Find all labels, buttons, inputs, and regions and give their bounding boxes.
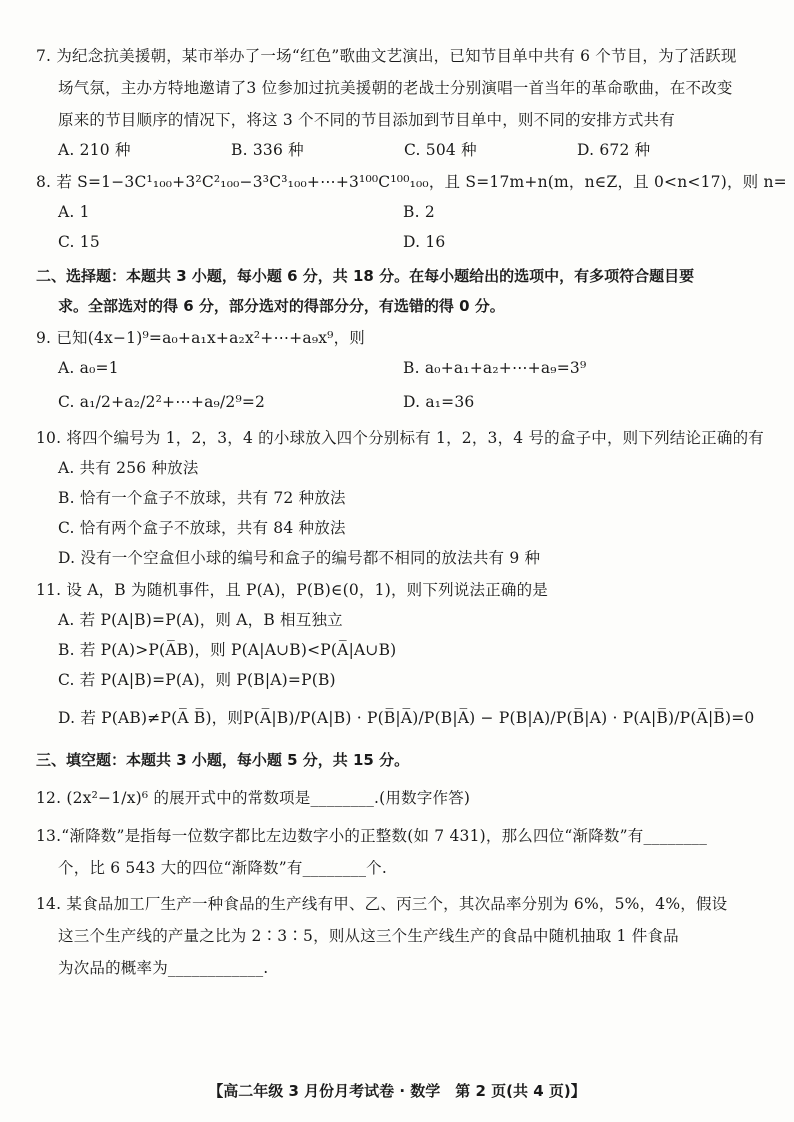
question-9: [36, 328, 764, 412]
q8-option-b: B. 2: [403, 203, 435, 221]
q9-stem: 9. 已知(4x−1)⁹=a₀+a₁x+a₂x²+⋯+a₉x⁹，则: [36, 329, 365, 347]
q13-line-2: 个，比 6 543 大的四位“渐降数”有________个.: [58, 859, 388, 877]
q8-option-a: A. 1: [58, 203, 90, 221]
q8-option-d: D. 16: [403, 233, 446, 251]
exam-page: [36, 46, 787, 978]
q9-option-c: C. a₁/2+a₂/2²+⋯+a₉/2⁹=2: [58, 393, 266, 411]
q11-option-c: C. 若 P(A|B)=P(A)，则 P(B|A)=P(B): [58, 671, 336, 689]
q9-option-d: D. a₁=36: [403, 393, 475, 411]
question-13: [36, 826, 764, 878]
q12-stem: 12. (2x²−1/x)⁶ 的展开式中的常数项是________.(用数字作答): [36, 789, 471, 807]
q7-option-d: D. 672 种: [577, 141, 651, 159]
q9-option-a: A. a₀=1: [58, 359, 119, 377]
page-footer: 【高二年级 3 月份月考试卷 · 数学 第 2 页(共 4 页)】: [208, 1082, 586, 1100]
q10-option-c: C. 恰有两个盒子不放球，共有 84 种放法: [58, 519, 346, 537]
q10-option-b: B. 恰有一个盒子不放球，共有 72 种放法: [58, 489, 346, 507]
q7-option-b: B. 336 种: [231, 141, 304, 159]
q11-option-a: A. 若 P(A|B)=P(A)，则 A，B 相互独立: [58, 611, 343, 629]
q14-line-3: 为次品的概率为____________.: [58, 959, 269, 977]
q13-line-1: 13.“渐降数”是指每一位数字都比左边数字小的正整数(如 7 431)，那么四位“渐降数”有________: [36, 827, 708, 845]
q8-stem: 8. 若 S=1−3C¹₁₀₀+3²C²₁₀₀−3³C³₁₀₀+⋯+3¹⁰⁰C¹⁰⁰₁₀₀，且 S=17m+n(m，n∈Z，且 0<n<17)，则 n=: [36, 173, 787, 191]
question-12: [36, 788, 764, 808]
section-3-header: 三、填空题：本题共 3 小题，每小题 5 分，共 15 分。: [36, 751, 410, 769]
q11-option-b: B. 若 P(A)>P(A̅B)，则 P(A|A∪B)<P(A̅|A∪B): [58, 641, 397, 659]
question-10: [36, 428, 764, 568]
q9-option-b: B. a₀+a₁+a₂+⋯+a₉=3⁹: [403, 359, 587, 377]
section-2-line-1: 二、选择题：本题共 3 小题，每小题 6 分，共 18 分。在每小题给出的选项中，有多项符合题目要: [36, 267, 695, 285]
q14-line-1: 14. 某食品加工厂生产一种食品的生产线有甲、乙、丙三个，其次品率分别为 6%，5%，4%，假设: [36, 895, 728, 913]
q10-option-a: A. 共有 256 种放法: [58, 459, 199, 477]
q8-option-c: C. 15: [58, 233, 100, 251]
q7-line-2: 场气氛，主办方特地邀请了3 位参加过抗美援朝的老战士分别演唱一首当年的革命歌曲，在不改变: [58, 79, 733, 97]
q7-option-c: C. 504 种: [404, 141, 477, 159]
q7-line-3: 原来的节目顺序的情况下，将这 3 个不同的节目添加到节目单中，则不同的安排方式共有: [58, 111, 675, 129]
q10-option-d: D. 没有一个空盒但小球的编号和盒子的编号都不相同的放法共有 9 种: [58, 549, 541, 567]
q14-line-2: 这三个生产线的产量之比为 2∶3∶5，则从这三个生产线生产的食品中随机抽取 1 件食品: [58, 927, 679, 945]
question-14: [36, 894, 764, 978]
q11-option-d: D. 若 P(AB)≠P(A̅ B̅)，则P(A̅|B)/P(A|B) · P(B̅|A̅)/P(B|A̅) − P(B|A)/P(B̅|A) · P(A|B̅)/P(A̅|B̅)=0: [58, 709, 755, 727]
q11-stem: 11. 设 A，B 为随机事件，且 P(A)，P(B)∈(0，1)，则下列说法正确的是: [36, 581, 548, 599]
question-7: [36, 46, 764, 160]
question-8: [36, 172, 787, 252]
q7-option-a: A. 210 种: [58, 141, 131, 159]
section-2-header: [36, 266, 764, 316]
q7-line-1: 7. 为纪念抗美援朝，某市举办了一场“红色”歌曲文艺演出，已知节目单中共有 6 个节目，为了活跃现: [36, 47, 737, 65]
section-2-line-2: 求。全部选对的得 6 分，部分选对的得部分分，有选错的得 0 分。: [58, 297, 505, 315]
q10-stem: 10. 将四个编号为 1，2，3，4 的小球放入四个分别标有 1，2，3，4 号的盒子中，则下列结论正确的有: [36, 429, 764, 447]
question-11: [36, 580, 764, 728]
